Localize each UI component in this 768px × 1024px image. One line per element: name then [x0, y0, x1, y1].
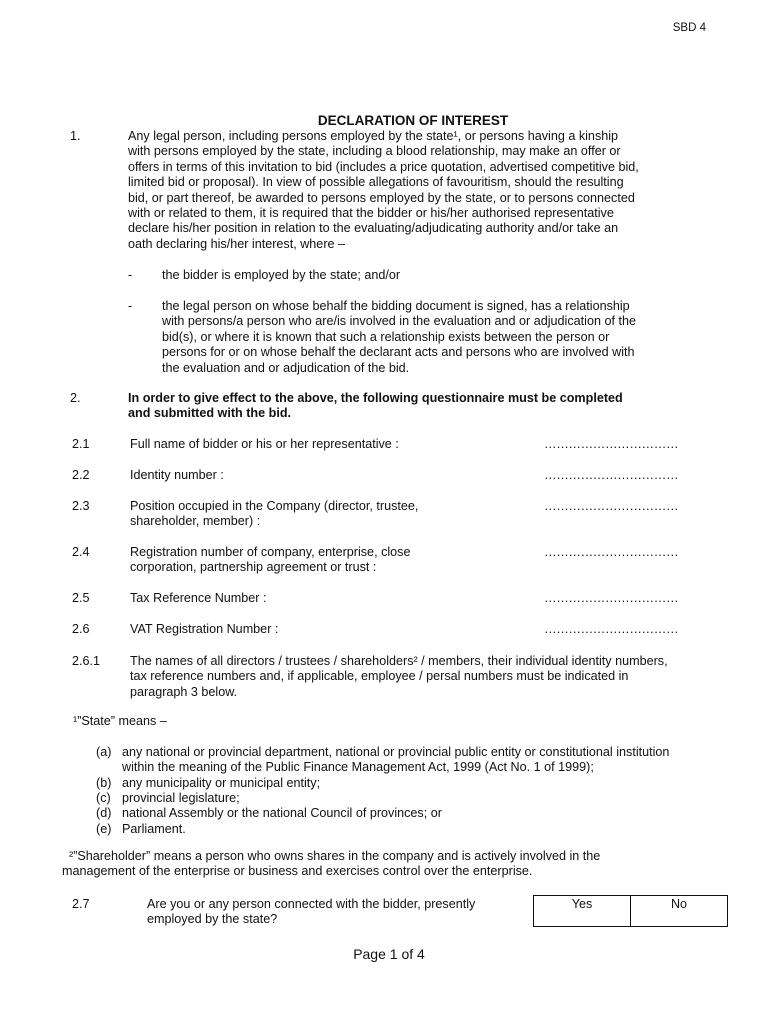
paragraph-line: oath declaring his/her interest, where – [128, 236, 346, 251]
field-label-line: Tax Reference Number : [130, 591, 267, 605]
page-title: DECLARATION OF INTEREST [317, 113, 509, 128]
page-number: Page 1 of 4 [353, 946, 425, 962]
field-label-line: shareholder, member) : [130, 514, 261, 529]
field-label-bidder-name [130, 437, 470, 452]
paragraph-line: with or related to them, it is required that the bidder or his/her authorised representative [128, 206, 614, 221]
paragraph-line: Any legal person, including persons employed by the state¹, or persons having a kinship [128, 129, 619, 143]
list-marker: (d) [96, 806, 112, 820]
paragraph-line: paragraph 3 below. [130, 684, 238, 699]
instruction-line: In order to give effect to the above, the following questionnaire must be completed [128, 391, 623, 405]
field-label-line: Position occupied in the Company (director, trustee, [130, 499, 419, 513]
field-number: 2.2 [72, 468, 90, 482]
field-label-line: VAT Registration Number : [130, 622, 279, 636]
footnote-line: management of the enterprise or business and exercises control over the enterprise. [62, 864, 533, 879]
footnote-line: ²”Shareholder” means a person who owns shares in the company and is actively involved in the [62, 849, 601, 863]
field-label-vat-registration [130, 622, 470, 637]
field-label-registration-number [130, 545, 470, 576]
section-1-paragraph [128, 129, 710, 252]
bullet-marker: - [128, 299, 133, 313]
field-label-line: Full name of bidder or his or her representative : [130, 437, 399, 451]
list-line: within the meaning of the Public Finance Management Act, 1999 (Act No. 1 of 1999); [122, 760, 594, 775]
field-input-registration-number[interactable]: …………………………… [544, 545, 679, 559]
list-marker: (b) [96, 776, 112, 790]
field-number: 2.4 [72, 545, 90, 559]
list-item [122, 745, 742, 776]
section-1-number: 1. [70, 129, 81, 143]
list-item: national Assembly or the national Council of provinces; or [122, 806, 442, 820]
bullet-line: the bidder is employed by the state; and/or [162, 268, 401, 282]
no-option[interactable]: No [631, 896, 728, 927]
list-line: any national or provincial department, national or provincial public entity or constitutional institution [122, 745, 670, 759]
field-number: 2.5 [72, 591, 90, 605]
field-number: 2.3 [72, 499, 90, 513]
field-number: 2.6 [72, 622, 90, 636]
yes-no-table [533, 895, 728, 927]
field-input-vat-registration[interactable]: …………………………… [544, 622, 679, 636]
paragraph-line: tax reference numbers and, if applicable, employee / persal numbers must be indicated in [130, 669, 629, 684]
field-label-line: corporation, partnership agreement or trust : [130, 560, 377, 575]
section-2-instruction [128, 391, 708, 422]
field-label-position [130, 499, 470, 530]
list-item: provincial legislature; [122, 791, 240, 805]
list-marker: (a) [96, 745, 112, 759]
instruction-line: and submitted with the bid. [128, 406, 292, 421]
bullet-marker: - [128, 268, 133, 282]
bullet-line: bid(s), or where it is known that such a relationship exists between the person or [162, 329, 610, 344]
list-item: Parliament. [122, 822, 186, 836]
footnote-state-heading: ¹”State” means – [73, 714, 167, 728]
field-input-tax-reference[interactable]: …………………………… [544, 591, 679, 605]
list-item: any municipality or municipal entity; [122, 776, 321, 790]
paragraph-line: offers in terms of this invitation to bid (includes a price quotation, advertised competitive bid, [128, 159, 639, 174]
bullet-line: persons for or on whose behalf the declarant acts and persons who are involved with [162, 345, 635, 360]
question-number: 2.7 [72, 897, 90, 911]
field-label-tax-reference [130, 591, 470, 606]
document-reference: SBD 4 [672, 22, 706, 34]
bullet-line: with persons/a person who are/is involved in the evaluation and or adjudication of the [162, 314, 636, 329]
paragraph-line: with persons employed by the state, including a blood relationship, may make an offer or [128, 144, 621, 159]
bullet-line: the legal person on whose behalf the bidding document is signed, has a relationship [162, 299, 630, 313]
yes-option[interactable]: Yes [534, 896, 631, 927]
field-input-bidder-name[interactable]: …………………………… [544, 437, 679, 451]
paragraph-line: limited bid or proposal). In view of possible allegations of favouritism, should the resulting [128, 175, 624, 190]
field-label-identity-number [130, 468, 470, 483]
bullet-item [162, 299, 727, 376]
bullet-item [162, 268, 727, 283]
item-number: 2.6.1 [72, 654, 101, 668]
question-line: employed by the state? [147, 912, 278, 927]
item-2-6-1-paragraph [130, 654, 738, 700]
bullet-line: the evaluation and or adjudication of the bid. [162, 360, 410, 375]
field-label-line: Registration number of company, enterprise, close [130, 545, 411, 559]
footnote-shareholder [62, 849, 678, 880]
paragraph-line: declare his/her position in relation to the evaluating/adjudicating authority and/or take an [128, 221, 619, 236]
question-line: Are you or any person connected with the bidder, presently [147, 897, 476, 911]
field-input-identity-number[interactable]: …………………………… [544, 468, 679, 482]
question-employed-by-state [147, 897, 519, 928]
paragraph-line: The names of all directors / trustees / shareholders² / members, their individual identity numbers, [130, 654, 668, 668]
list-marker: (e) [96, 822, 112, 836]
field-number: 2.1 [72, 437, 90, 451]
field-input-position[interactable]: …………………………… [544, 499, 679, 513]
section-2-number: 2. [70, 391, 81, 405]
paragraph-line: bid, or part thereof, be awarded to persons employed by the state, or to persons connected [128, 190, 635, 205]
field-label-line: Identity number : [130, 468, 224, 482]
list-marker: (c) [96, 791, 111, 805]
